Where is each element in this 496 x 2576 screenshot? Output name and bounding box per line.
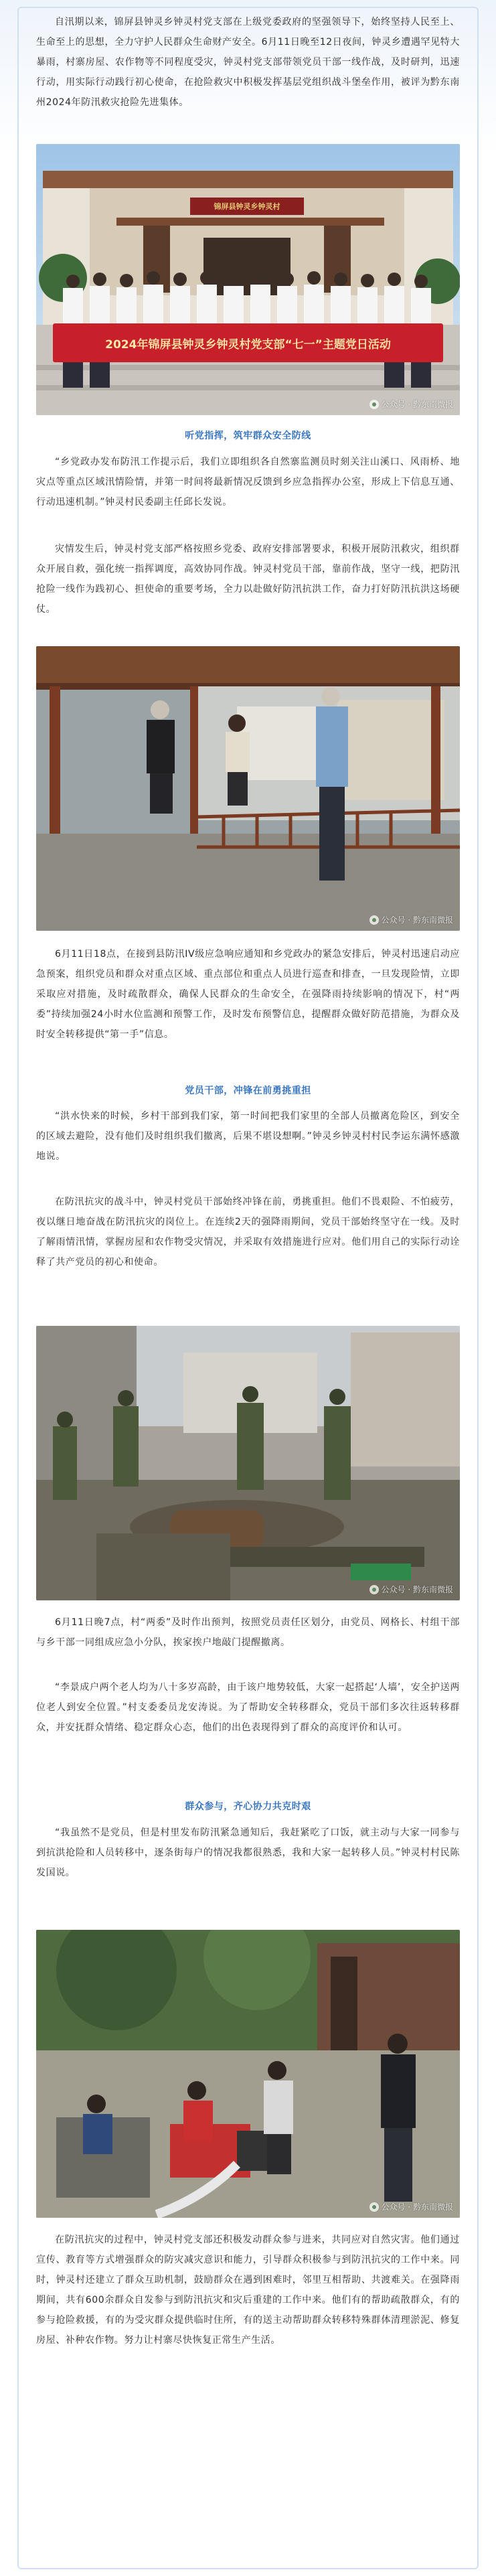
wechat-icon — [369, 2202, 379, 2212]
rescue-photo — [36, 1326, 460, 1600]
photo-banner — [53, 323, 443, 362]
wechat-icon — [369, 915, 379, 925]
paragraph-8: “李景成户两个老人均为八十多岁高龄，由于该户地势较低，大家一起搭起‘人墙’，安全护送两位老人到安全位置。”村支委委员龙安涛说。为了帮助安全转移群众，党员干部们多次往返转移群众，并安抚群众情绪、稳定群众心态，他们的出色表现得到了群众的高度评价和认可。 — [36, 1682, 460, 1733]
villagers-photo — [36, 1930, 460, 2218]
paragraph-7: 6月11日晚7点，村“两委”及时作出预判，按照党员责任区划分，由党员、网格长、村组干部与乡干部一同组成应急小分队，挨家挨户地敲门提醒撤离。 — [36, 1617, 460, 1648]
paragraph-5: “洪水快来的时候，乡村干部到我们家，第一时间把我们家里的全部人员撤离危险区，到安全的区域去避险，没有他们及时组织我们撤离，后果不堪设想啊。”钟灵乡钟灵村村民李运东满怀感激地说。 — [36, 1111, 460, 1162]
intro-paragraph: 自汛期以来，锦屏县钟灵乡钟灵村党支部在上级党委政府的坚强领导下，始终坚持人民至上、生命至上的思想，全力守护人民群众生命财产安全。6月11日晚至12日夜间，钟灵乡遭遇罕见特大暴雨，村寨房屋、农作物等不同程度受灾，钟灵村党支部带领党员干部一线作战，及时研判，迅速行动，用实际行动践行初心使命，在抢险救灾中积极发挥基层党组织战斗堡垒作用，被评为黔东南州2024年防汛救灾抢险先进集体。 — [36, 17, 460, 108]
wechat-icon — [369, 1585, 379, 1594]
bridge-photo — [36, 646, 460, 931]
bridge-photo-image — [36, 646, 460, 931]
paragraph-3: 灾情发生后，钟灵村党支部严格按照乡党委、政府安排部署要求，积极开展防汛救灾，组织群众开展自救，强化统一指挥调度，高效协同作战。钟灵村党员干部，靠前作战，坚守一线，把防汛抢险一线作为践初心、担使命的重要考场，全力以赴做好防汛抗洪工作，奋力打好防汛抗洪这场硬仗。 — [36, 544, 460, 615]
photo-watermark: 公众号 · 黔东南微报 — [369, 2201, 453, 2212]
section-heading-3: 群众参与，齐心协力共克时艰 — [185, 1801, 311, 1812]
section-heading-1: 听党指挥，筑牢群众安全防线 — [185, 431, 311, 441]
section-heading-2: 党员干部，冲锋在前勇挑重担 — [185, 1085, 311, 1096]
building-sign — [190, 198, 304, 215]
paragraph-9: “我虽然不是党员，但是村里发布防汛紧急通知后，我赶紧吃了口饭，就主动与大家一同参与到抗洪抢险和人员转移中，逐条街每户的情况我都很熟悉，我和大家一起转移人员。”钟灵村村民陈发国说。 — [36, 1827, 460, 1878]
villagers-photo-image — [36, 1930, 460, 2218]
paragraph-10: 在防汛抗灾的过程中，钟灵村党支部还积极发动群众参与进来，共同应对自然灾害。他们通过宣传、教育等方式增强群众的防灾减灾意识和能力，引导群众积极参与到防汛抗灾的工作中来。同时，钟灵村还建立了群众互助机制，鼓励群众在遇到困难时，邻里互相帮助、共渡难关。在强降雨期间，共有600余群众自发参与到防汛抗灾和灾后重建的工作中来。他们有的帮助疏散群众，有的参与抢险救援，有的为受灾群众提供临时住所，有的送主动帮助群众转移特殊群体清理淤泥、修复房屋、补种农作物。努力让村寨尽快恢复正常生产生活。 — [36, 2234, 460, 2346]
group-photo — [36, 144, 460, 415]
banner-text: 2024年锦屏县钟灵乡钟灵村党支部“七一”主题党日活动 — [105, 337, 391, 352]
photo-watermark: 公众号 · 黔东南微报 — [369, 398, 453, 410]
wechat-icon — [369, 400, 379, 409]
group-photo-image — [36, 144, 460, 415]
paragraph-6: 在防汛抗灾的战斗中，钟灵村党员干部始终冲锋在前，勇挑重担。他们不畏艰险、不怕疲劳，夜以继日地奋战在防汛抗灾的岗位上。在连续2天的强降雨期间，党员干部始终坚守在一线。及时了解雨情汛情，掌握房屋和农作物受灾情况，并采取有效措施进行应对。他们用自己的实际行动诠释了共产党员的初心和使命。 — [36, 1197, 460, 1268]
photo-watermark: 公众号 · 黔东南微报 — [369, 1584, 453, 1595]
paragraph-4: 6月11日18点，在接到县防汛IV级应急响应通知和乡党政办的紧急安排后，钟灵村迅速启动应急预案，组织党员和群众对重点区域、重点部位和重点人员进行巡查和排查，一旦发现险情，立即采取应对措施，及时疏散群众，确保人民群众的生命安全，在强降雨持续影响的情况下，村“两委”持续加强24小时水位监测和预警工作，及时发布预警信息，提醒群众做好防范措施，为群众及时安全转移提供“第一手”信息。 — [36, 949, 460, 1040]
paragraph-2: “乡党政办发布防汛工作提示后，我们立即组织各自然寨监测员时刻关注山溪口、风雨桥、地灾点等重点区域汛情险情，并第一时间将最新情况反馈到乡应急指挥办公室，形成上下信息互通、行动迅速机制。”钟灵村民委副主任邱长发说。 — [36, 457, 460, 508]
rescue-photo-image — [36, 1326, 460, 1600]
photo-watermark: 公众号 · 黔东南微报 — [369, 914, 453, 925]
building-sign-text: 锦屏县钟灵乡钟灵村 — [214, 202, 280, 211]
